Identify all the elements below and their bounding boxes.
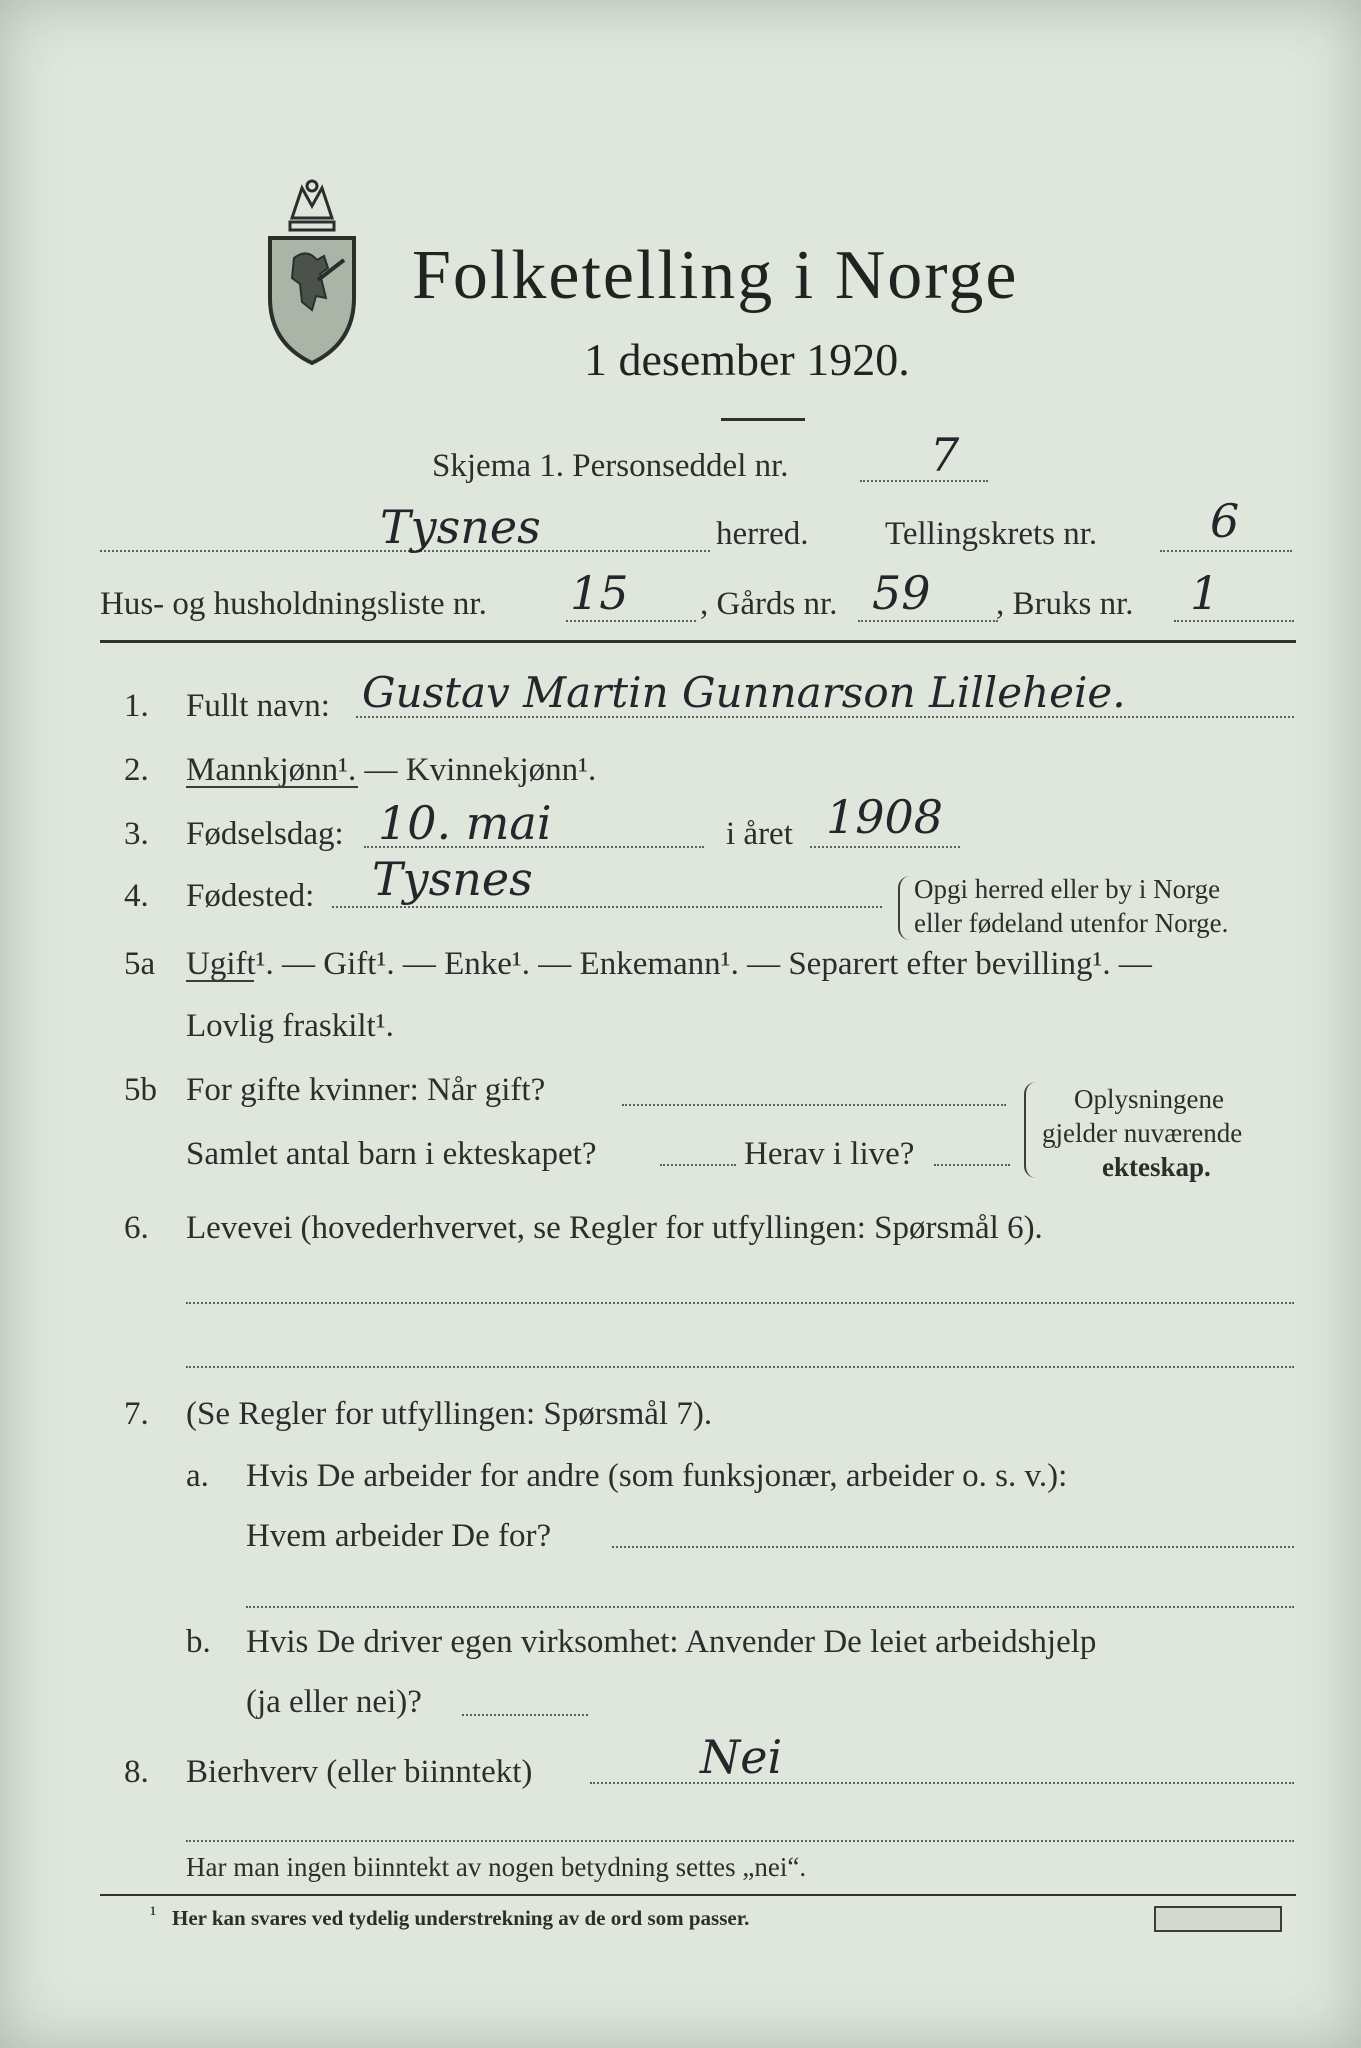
hus-nr: 15 xyxy=(570,566,629,620)
q7a-label-line2: Hvem arbeider De for? xyxy=(246,1518,552,1554)
tellingskrets-nr: 6 xyxy=(1210,494,1240,548)
bruks-line xyxy=(1174,620,1294,622)
q5b-note-line3: ekteskap. xyxy=(1102,1152,1211,1182)
q8-number: 8. xyxy=(124,1754,149,1790)
q4-brace xyxy=(898,876,910,940)
q5b-note-line2: gjelder nuværende xyxy=(1042,1118,1243,1148)
herred-label: herred. xyxy=(716,516,809,552)
q2-underline-mannkjonn xyxy=(186,786,358,788)
q2-number: 2. xyxy=(124,752,149,788)
q3-number: 3. xyxy=(124,816,149,852)
q5a-underline-ugift xyxy=(186,980,254,982)
tellingskrets-line xyxy=(1160,550,1292,552)
gards-nr: 59 xyxy=(872,566,931,620)
q5b-number: 5b xyxy=(124,1072,157,1108)
gards-label: , Gårds nr. xyxy=(700,586,838,622)
herred-value: Tysnes xyxy=(380,500,541,554)
form-title: Folketelling i Norge xyxy=(412,237,1019,314)
q7a-line2 xyxy=(246,1606,1294,1608)
q1-label: Fullt navn: xyxy=(186,688,330,724)
q5b-note-line1: Oplysningene xyxy=(1074,1084,1224,1114)
hus-label: Hus- og husholdningsliste nr. xyxy=(100,586,487,622)
q8-value: Nei xyxy=(700,1730,783,1784)
coat-of-arms-icon xyxy=(262,178,362,368)
q7b-label-line2: (ja eller nei)? xyxy=(246,1684,422,1720)
footnote-mark: ¹ xyxy=(150,1902,157,1926)
q4-birthplace: Tysnes xyxy=(372,852,533,906)
census-date: 1 desember 1920. xyxy=(584,334,910,385)
q3-birth-year: 1908 xyxy=(826,790,944,844)
q1-full-name: Gustav Martin Gunnarson Lilleheie. xyxy=(362,668,1126,717)
q5b-label-line2: Samlet antal barn i ekteskapet? xyxy=(186,1136,597,1172)
personseddel-nr: 7 xyxy=(930,428,960,482)
q3-year-label: i året xyxy=(726,816,793,852)
biinntekt-note: Har man ingen biinntekt av nogen betydning settes „nei“. xyxy=(186,1852,807,1882)
q7-label: (Se Regler for utfyllingen: Spørsmål 7). xyxy=(186,1396,713,1432)
schema-label: Skjema 1. Personseddel nr. xyxy=(432,448,789,484)
header-rule xyxy=(100,640,1296,643)
footnote-text: Her kan svares ved tydelig understrekning av de ord som passer. xyxy=(172,1906,750,1930)
q4-label: Fødested: xyxy=(186,878,315,914)
title-divider xyxy=(721,418,805,421)
q7a-letter: a. xyxy=(186,1458,209,1494)
hus-line xyxy=(566,620,696,622)
bruks-label: , Bruks nr. xyxy=(996,586,1134,622)
q3-label: Fødselsdag: xyxy=(186,816,344,852)
q5b-alive-line xyxy=(934,1164,1010,1166)
q5b-when-married-line xyxy=(622,1104,1006,1106)
q6-line2 xyxy=(186,1366,1294,1368)
printer-stamp xyxy=(1154,1906,1282,1932)
q6-label: Levevei (hovederhvervet, se Regler for utfyllingen: Spørsmål 6). xyxy=(186,1210,1043,1246)
q2-label: Mannkjønn¹. — Kvinnekjønn¹. xyxy=(186,752,597,788)
footer-rule xyxy=(100,1894,1296,1896)
gards-line xyxy=(858,620,998,622)
q7-number: 7. xyxy=(124,1396,149,1432)
q4-line xyxy=(332,906,882,908)
q3-birthday: 10. mai xyxy=(378,796,552,850)
q8-label: Bierhverv (eller biinntekt) xyxy=(186,1754,533,1790)
q6-line1 xyxy=(186,1302,1294,1304)
bruks-nr: 1 xyxy=(1190,566,1220,620)
q7a-label: Hvis De arbeider for andre (som funksjonær, arbeider o. s. v.): xyxy=(246,1458,1068,1494)
q5a-number: 5a xyxy=(124,946,156,982)
tellingskrets-label: Tellingskrets nr. xyxy=(885,516,1098,552)
q5b-label: For gifte kvinner: Når gift? xyxy=(186,1072,546,1108)
q7b-line xyxy=(462,1714,588,1716)
q8-line1 xyxy=(590,1782,1294,1784)
q5a-label: Ugift¹. — Gift¹. — Enke¹. — Enkemann¹. — Separert efter bevilling¹. — xyxy=(186,946,1152,982)
q7b-label: Hvis De driver egen virksomhet: Anvender De leiet arbeidshjelp xyxy=(246,1624,1097,1660)
q6-number: 6. xyxy=(124,1210,149,1246)
q4-note-line2: eller fødeland utenfor Norge. xyxy=(914,908,1229,938)
q1-number: 1. xyxy=(124,688,149,724)
q4-number: 4. xyxy=(124,878,149,914)
q5b-label-line3: Herav i live? xyxy=(744,1136,915,1172)
q4-note-line1: Opgi herred eller by i Norge xyxy=(914,874,1221,904)
personseddel-line xyxy=(860,480,988,482)
q5a-label-line2: Lovlig fraskilt¹. xyxy=(186,1008,394,1044)
q8-line2 xyxy=(186,1840,1294,1842)
q7b-letter: b. xyxy=(186,1624,211,1660)
q3-year-line xyxy=(810,846,960,848)
q5b-children-line xyxy=(660,1164,736,1166)
q5b-brace xyxy=(1024,1082,1036,1178)
q7a-line1 xyxy=(612,1546,1294,1548)
